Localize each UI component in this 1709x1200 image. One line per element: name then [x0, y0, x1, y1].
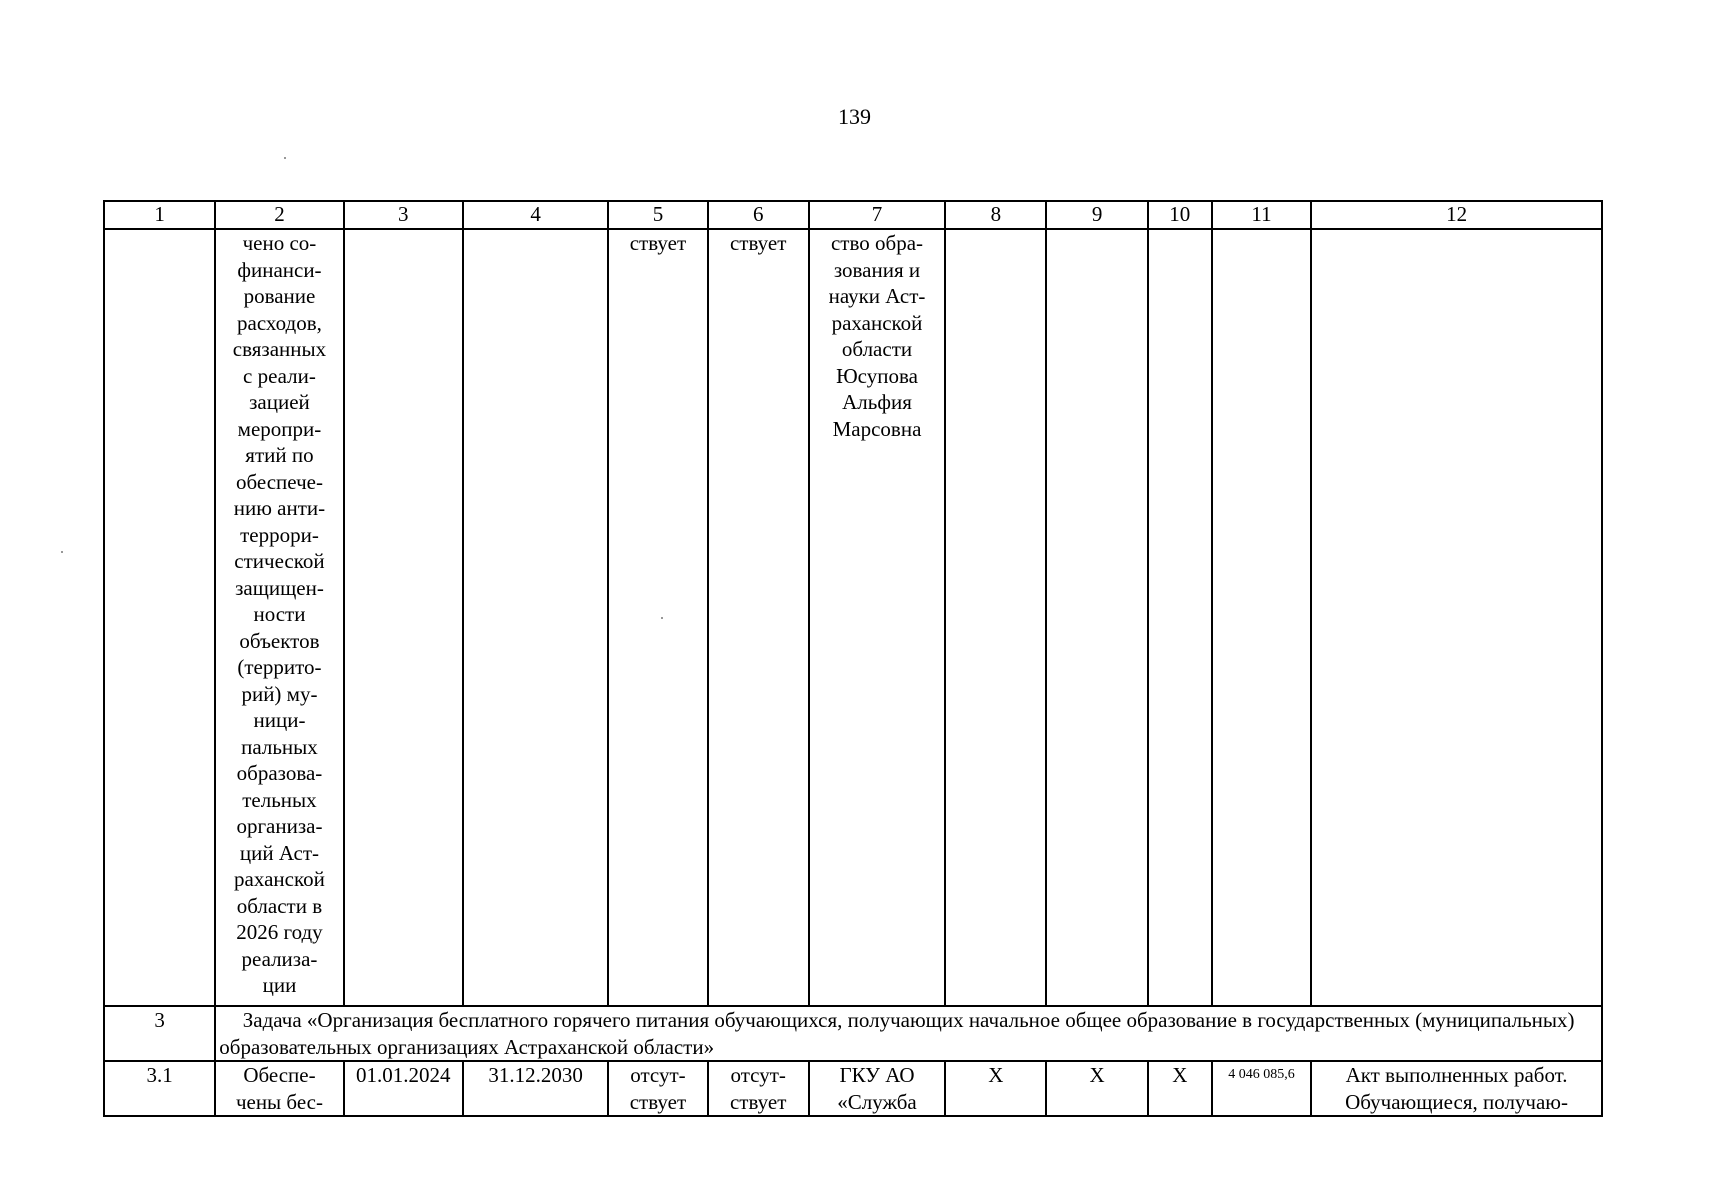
table-cell: отсут- ствует [608, 1061, 707, 1116]
column-number: 7 [809, 201, 945, 229]
column-number: 1 [104, 201, 215, 229]
start-date-cell: 01.01.2024 [344, 1061, 463, 1116]
column-number: 10 [1148, 201, 1212, 229]
column-number: 5 [608, 201, 707, 229]
table-cell: ствует [608, 229, 707, 1006]
page-number: 139 [838, 104, 871, 129]
column-number: 3 [344, 201, 463, 229]
table-cell: отсут- ствует [708, 1061, 809, 1116]
table-cell: Обеспе- чены бес- [215, 1061, 343, 1116]
task-text: Задача «Организация бесплатного горячего питания обучающихся, получающих начальное общее образование в государственных (муниципальных) образовательных организациях Астраханской области» [215, 1006, 1602, 1061]
table-cell [1311, 229, 1602, 1006]
table-cell: ГКУ АО «Служба [809, 1061, 945, 1116]
column-number-row [104, 201, 1602, 229]
scan-speck [284, 157, 286, 159]
column-number: 8 [945, 201, 1046, 229]
scan-speck [661, 617, 663, 619]
end-date-cell: 31.12.2030 [463, 1061, 608, 1116]
column-number: 6 [708, 201, 809, 229]
column-number: 12 [1311, 201, 1602, 229]
table-cell: Акт выполненных работ. Обучающиеся, получаю- [1311, 1061, 1602, 1116]
table-cell [1212, 229, 1311, 1006]
table-cell: Х [1046, 1061, 1147, 1116]
table-cell [344, 229, 463, 1006]
table-cell [104, 229, 215, 1006]
amount-cell: 4 046 085,6 [1212, 1061, 1311, 1116]
table-cell: Х [945, 1061, 1046, 1116]
table-cell [945, 229, 1046, 1006]
measure-description-cell: чено со- финанси- рование расходов, связанных с реали- зацией меропри- ятий по обеспече- нию анти- террори- стической защищен- ности объектов (террито- рий) му- ници- пальных образова- тельных организа- ций Аст- раханской области в 2026 году реализа- ции [215, 229, 343, 1006]
table-cell [463, 229, 608, 1006]
column-number: 9 [1046, 201, 1147, 229]
column-number: 4 [463, 201, 608, 229]
table-cell [1148, 229, 1212, 1006]
column-number: 2 [215, 201, 343, 229]
item-row [104, 1061, 1602, 1116]
measures-table [103, 200, 1603, 1117]
column-number: 11 [1212, 201, 1311, 229]
continuation-row [104, 229, 1602, 1006]
table-cell [1046, 229, 1147, 1006]
table-cell: ствует [708, 229, 809, 1006]
scan-speck [61, 551, 63, 553]
responsible-cell: ство обра- зования и науки Аст- раханской области Юсупова Альфия Марсовна [809, 229, 945, 1006]
task-number: 3 [104, 1006, 215, 1061]
task-row [104, 1006, 1602, 1061]
table-cell: Х [1148, 1061, 1212, 1116]
item-number: 3.1 [104, 1061, 215, 1116]
